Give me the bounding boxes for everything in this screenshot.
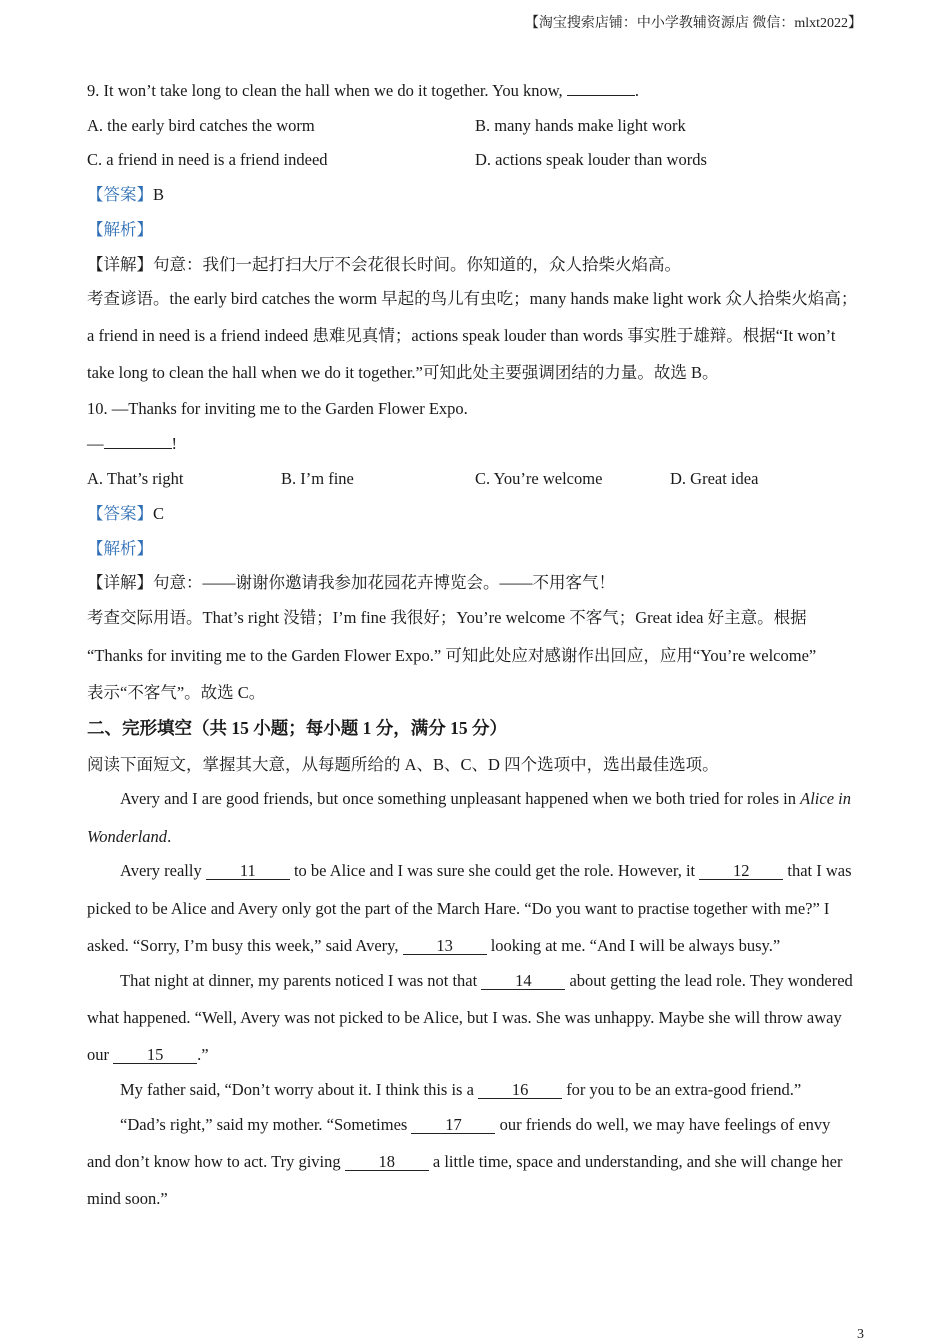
- q10-detail: 【详解】句意：——谢谢你邀请我参加花园花卉博览会。——不用客气！: [87, 573, 615, 592]
- passage-title-italic: Wonderland: [87, 827, 168, 846]
- passage-p3-line1: [120, 970, 853, 992]
- passage-p2-line3: [87, 935, 780, 957]
- passage-text: My father said, “Don’t worry about it. I think this is a: [120, 1080, 479, 1099]
- blank-13[interactable]: 13: [403, 937, 487, 955]
- q10-analysis-label: 【解析】: [87, 539, 153, 558]
- q9-analysis-label: 【解析】: [87, 220, 153, 239]
- q10-answer: [87, 503, 164, 525]
- q10-explanation-3: 表示“不客气”。故选 C。: [87, 683, 266, 702]
- passage-text: looking at me. “And I will be always busy.”: [486, 936, 781, 955]
- q9-answer-value: B: [153, 185, 165, 204]
- q9-detail: 【详解】句意：我们一起打扫大厅不会花很长时间。你知道的，众人拾柴火焰高。: [87, 255, 681, 274]
- q9-option-a: A. the early bird catches the worm: [87, 116, 315, 135]
- passage-text: and don’t know how to act. Try giving: [87, 1152, 345, 1171]
- passage-text: to be Alice and I was sure she could get the role. However, it: [289, 861, 700, 880]
- q10-reply-end: !: [171, 434, 177, 453]
- passage-text: our: [87, 1045, 114, 1064]
- q9-explanation-2: a friend in need is a friend indeed 患难见真情；actions speak louder than words 事实胜于雄辩。根据“It won’t: [87, 326, 836, 345]
- q10-blank: [104, 434, 172, 449]
- q10-option-b: B. I’m fine: [281, 469, 354, 488]
- passage-p2-line1: [120, 860, 852, 882]
- q10-answer-value: C: [153, 504, 165, 523]
- section-instruction: 阅读下面短文，掌握其大意，从每题所给的 A、B、C、D 四个选项中，选出最佳选项。: [87, 755, 719, 774]
- q10-reply: [87, 433, 177, 455]
- page-header: 【淘宝搜索店铺：中小学教辅资源店 微信：mlxt2022】: [524, 16, 862, 31]
- blank-18[interactable]: 18: [345, 1153, 429, 1171]
- q10-option-d: D. Great idea: [670, 469, 759, 488]
- passage-p4-line1: [120, 1079, 801, 1101]
- passage-text: Avery and I are good friends, but once something unpleasant happened when we both tried for roles in: [120, 789, 801, 808]
- page-number: 3: [857, 1327, 864, 1342]
- q9-stem-end: .: [634, 81, 639, 100]
- passage-p5-line3: mind soon.”: [87, 1189, 168, 1208]
- passage-text: a little time, space and understanding, and she will change her: [428, 1152, 843, 1171]
- passage-p1-line2: [87, 826, 171, 848]
- passage-text: about getting the lead role. They wondered: [565, 971, 853, 990]
- section-title: 二、完形填空（共 15 小题；每小题 1 分，满分 15 分）: [87, 718, 507, 738]
- q10-answer-label: 【答案】: [87, 504, 153, 523]
- passage-text: .”: [197, 1045, 209, 1064]
- blank-16[interactable]: 16: [478, 1081, 562, 1099]
- q10-explanation-1: 考查交际用语。That’s right 没错；I’m fine 我很好；You’re welcome 不客气；Great idea 好主意。根据: [87, 608, 807, 627]
- passage-title-italic: Alice in: [800, 789, 851, 808]
- passage-text: that I was: [783, 861, 852, 880]
- passage-p2-line2: picked to be Alice and Avery only got the part of the March Hare. “Do you want to practise together with me?” I: [87, 899, 830, 918]
- passage-p1-line1: [120, 788, 851, 810]
- q9-answer: [87, 184, 164, 206]
- q10-option-c: C. You’re welcome: [475, 469, 603, 488]
- passage-text: .: [167, 827, 172, 846]
- q10-option-a: A. That’s right: [87, 469, 184, 488]
- blank-11[interactable]: 11: [206, 862, 290, 880]
- blank-15[interactable]: 15: [113, 1046, 197, 1064]
- q10-reply-dash: —: [87, 434, 104, 453]
- q9-explanation-1: 考查谚语。the early bird catches the worm 早起的鸟儿有虫吃；many hands make light work 众人拾柴火焰高；: [87, 289, 858, 308]
- q10-explanation-2: “Thanks for inviting me to the Garden Flower Expo.” 可知此处应对感谢作出回应，应用“You’re welcome”: [87, 646, 817, 665]
- q9-option-c: C. a friend in need is a friend indeed: [87, 150, 328, 169]
- blank-17[interactable]: 17: [411, 1116, 495, 1134]
- passage-text: That night at dinner, my parents noticed I was not that: [120, 971, 482, 990]
- passage-p3-line2: what happened. “Well, Avery was not picked to be Alice, but I was. She was unhappy. Maybe she will throw away: [87, 1008, 842, 1027]
- passage-p5-line1: [120, 1114, 830, 1136]
- blank-14[interactable]: 14: [481, 972, 565, 990]
- passage-text: “Dad’s right,” said my mother. “Sometimes: [120, 1115, 412, 1134]
- passage-text: Avery really: [120, 861, 206, 880]
- passage-text: for you to be an extra-good friend.”: [562, 1080, 802, 1099]
- q9-blank: [567, 81, 635, 96]
- blank-12[interactable]: 12: [699, 862, 783, 880]
- passage-text: asked. “Sorry, I’m busy this week,” said Avery,: [87, 936, 403, 955]
- q9-stem: [87, 80, 639, 102]
- q9-answer-label: 【答案】: [87, 185, 153, 204]
- q9-option-d: D. actions speak louder than words: [475, 150, 707, 169]
- q9-explanation-3: take long to clean the hall when we do it together.”可知此处主要强调团结的力量。故选 B。: [87, 363, 719, 382]
- passage-p3-line3: [87, 1044, 209, 1066]
- passage-text: our friends do well, we may have feelings of envy: [495, 1115, 831, 1134]
- passage-p5-line2: [87, 1151, 843, 1173]
- q9-option-b: B. many hands make light work: [475, 116, 686, 135]
- q10-stem: 10. —Thanks for inviting me to the Garden Flower Expo.: [87, 399, 468, 418]
- q9-stem-text: 9. It won’t take long to clean the hall when we do it together. You know,: [87, 81, 567, 100]
